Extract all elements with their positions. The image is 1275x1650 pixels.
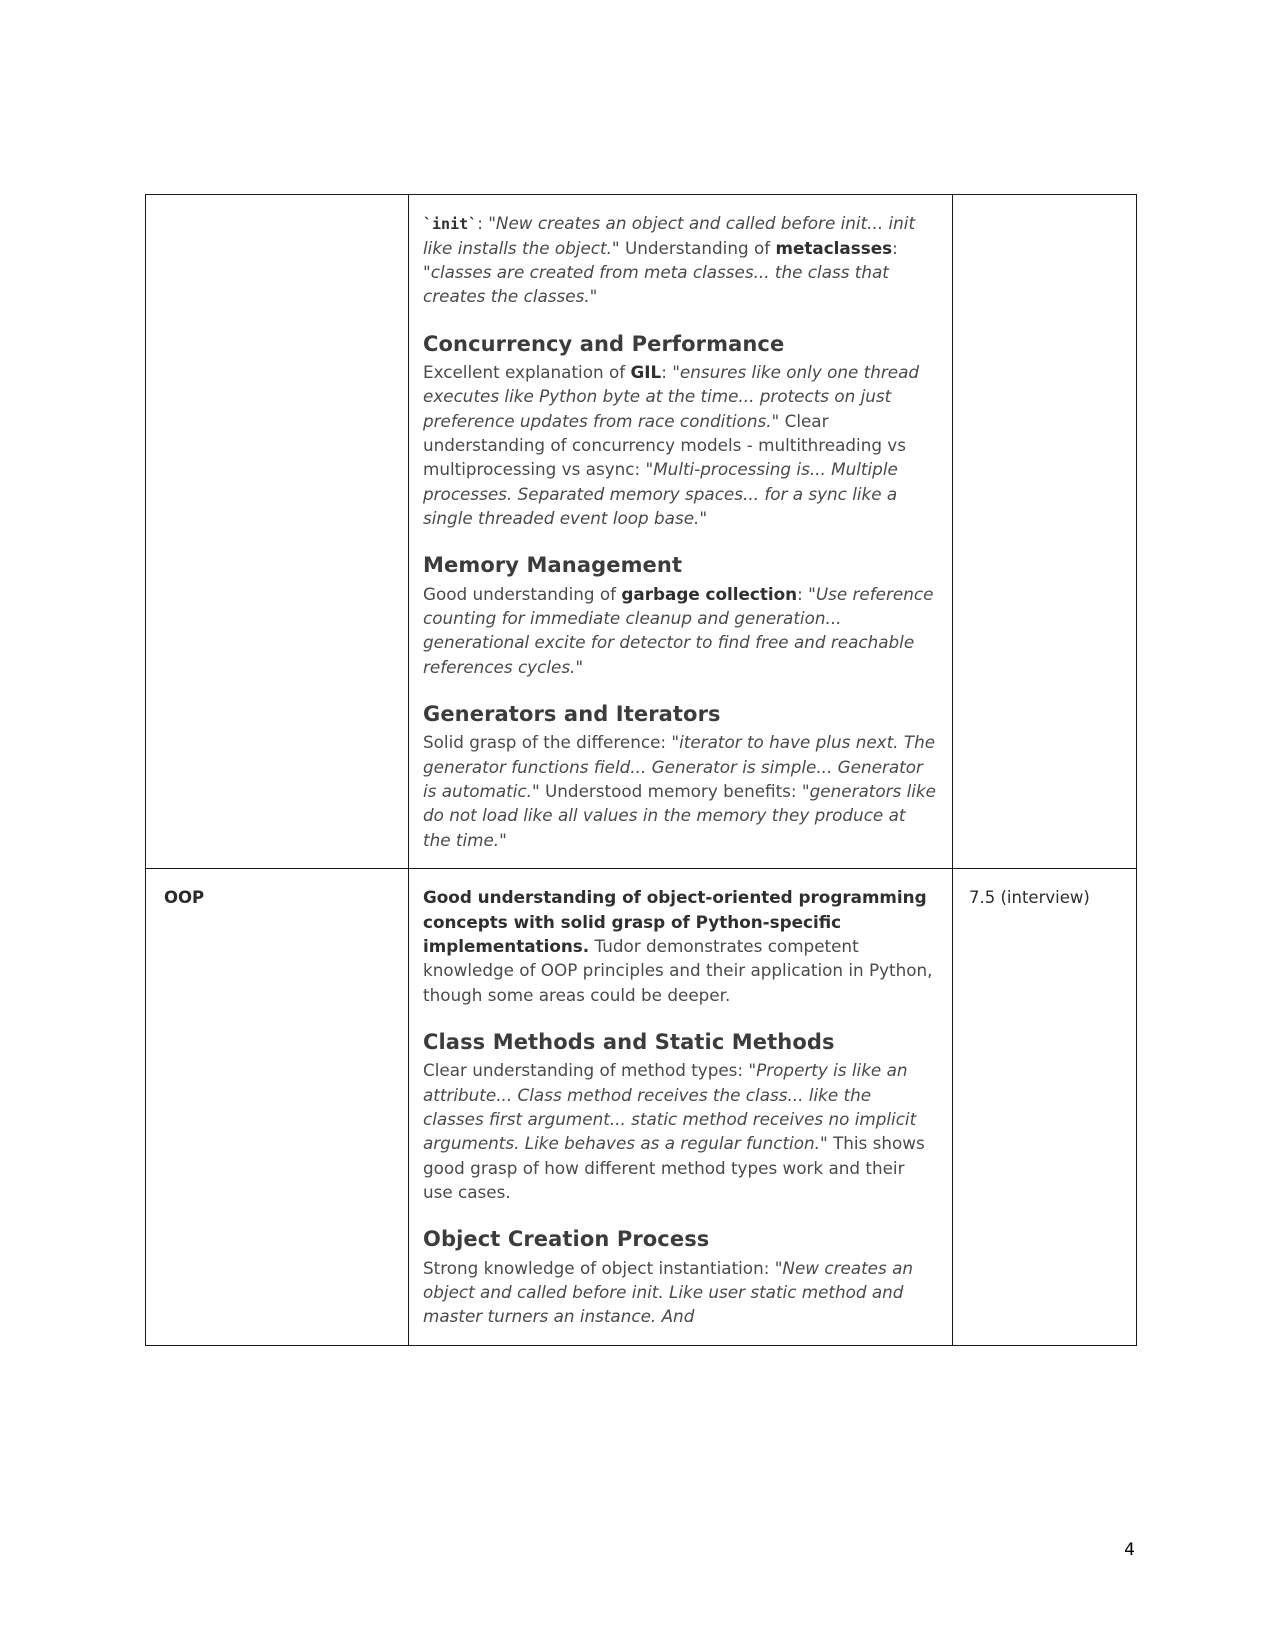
feedback-content-continued xyxy=(409,195,952,868)
feedback-content-oop xyxy=(409,869,952,1344)
area-label-continued xyxy=(146,195,408,223)
table-row xyxy=(146,195,1137,869)
generators-para: Solid grasp of the difference: "iterator to have plus next. The generator functions field... Generator is simple... Generator is automatic." Understood memory benefits: "generators like do not load like all values in the memory they produce at the time." xyxy=(423,732,936,850)
class-methods-para: Clear understanding of method types: "Property is like an attribute... Class method receives the class... like the classes first argument... static method receives no implicit arguments. Like behaves as a regular function." This shows good grasp of how different method types work and their use cases. xyxy=(423,1060,925,1202)
score-value-oop: 7.5 (interview) xyxy=(969,888,1090,908)
score-cell-oop xyxy=(953,869,1137,1345)
feedback-cell-continued xyxy=(409,195,953,869)
table-row xyxy=(146,869,1137,1345)
generators-heading: Generators and Iterators xyxy=(423,702,721,727)
evaluation-table-body xyxy=(146,195,1137,1346)
area-cell-oop xyxy=(146,869,409,1345)
score-value-continued xyxy=(953,195,1136,223)
memory-heading: Memory Management xyxy=(423,553,683,578)
object-creation-heading: Object Creation Process xyxy=(423,1227,710,1252)
concurrency-heading: Concurrency and Performance xyxy=(423,331,785,356)
area-label-oop: OOP xyxy=(164,888,205,908)
page-number: 4 xyxy=(1124,1540,1135,1560)
evaluation-table-wrapper xyxy=(145,194,1133,1346)
concurrency-para: Excellent explanation of GIL: "ensures like only one thread executes like Python byte at the time... protects on just preference updates from race conditions." Clear understanding of concurrency models - multithreading vs multiprocessing vs async: "Multi-processing is... Multiple processes. Separated memory spaces... for a sync like a single threaded event loop base." xyxy=(423,362,920,529)
class-methods-heading: Class Methods and Static Methods xyxy=(423,1029,835,1054)
object-creation-para: Strong knowledge of object instantiation: "New creates an object and called before init. Like user static method and master turners an instance. And xyxy=(423,1257,913,1327)
init-metaclasses-para: `init`: "New creates an object and called before init... init like installs the object." Understanding of metaclasses: "classes are created from meta classes... the class that creates the classes." xyxy=(423,213,916,307)
area-cell-continued xyxy=(146,195,409,869)
feedback-cell-oop xyxy=(409,869,953,1345)
oop-summary-para: Good understanding of object-oriented programming concepts with solid grasp of Python-specific implementations. Tudor demonstrates competent knowledge of OOP principles and their application in Python, though some areas could be deeper. xyxy=(423,887,933,1005)
evaluation-table xyxy=(145,194,1137,1346)
memory-para: Good understanding of garbage collection: "Use reference counting for immediate cleanup and generation... generational excite for detector to find free and reachable references cycles." xyxy=(423,583,934,677)
score-cell-continued xyxy=(953,195,1137,869)
